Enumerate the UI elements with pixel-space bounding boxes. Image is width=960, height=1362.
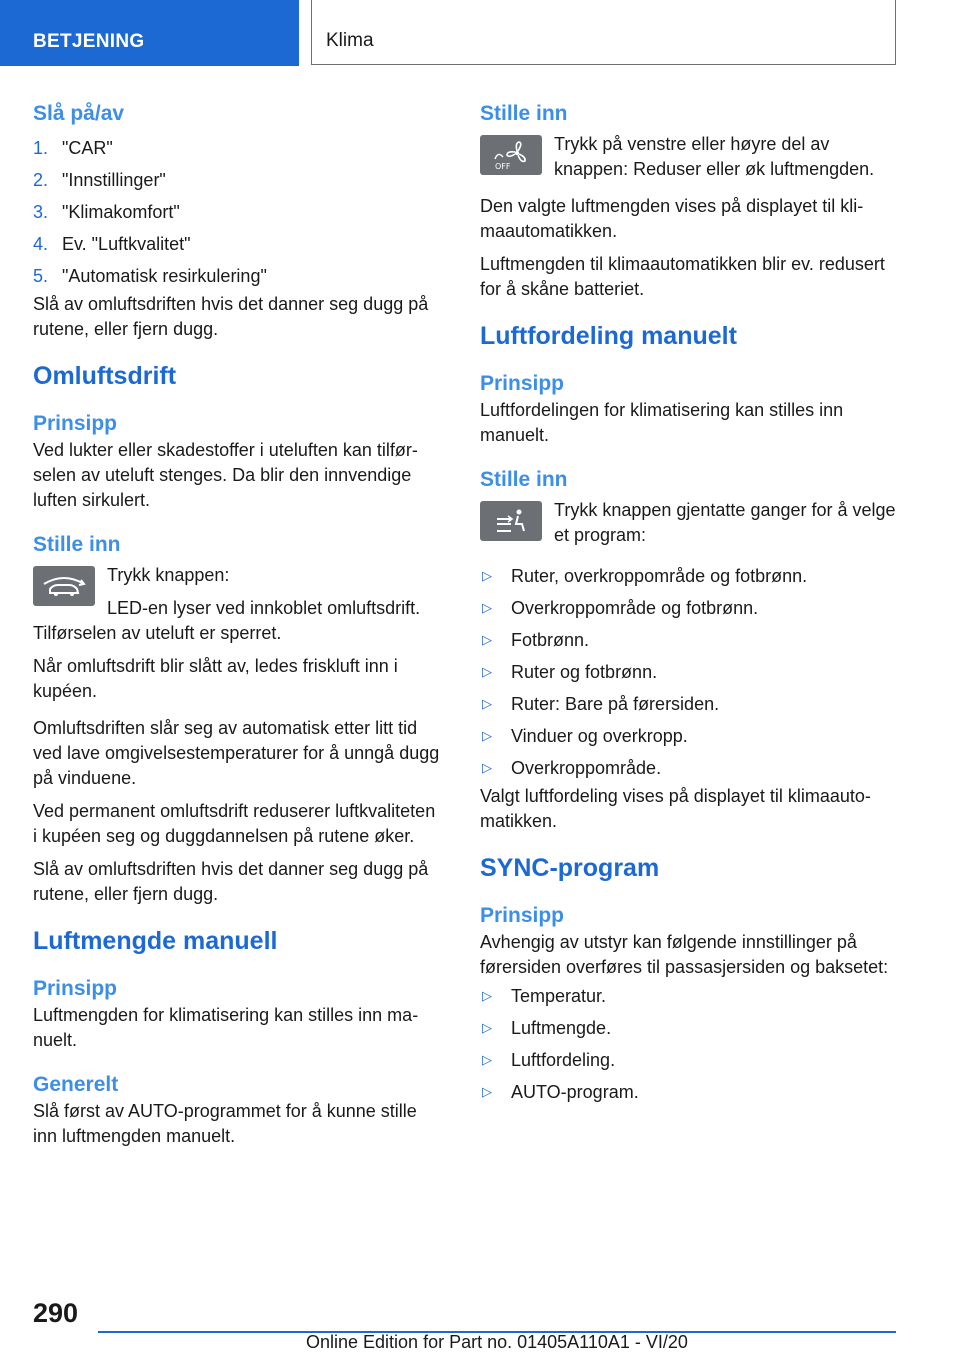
- list-item: ▷ Ruter, overkroppområde og fotbrønn.: [480, 560, 900, 592]
- paragraph: Trykk knappen gjentatte ganger for å velge et program:: [554, 500, 896, 545]
- air-distribution-icon: [480, 501, 542, 541]
- list-item: ▷ AUTO-program.: [480, 1076, 900, 1108]
- triangle-bullet-icon: ▷: [482, 568, 492, 583]
- page-header: [0, 0, 960, 66]
- heading-principle: Prinsipp: [480, 904, 565, 927]
- paragraph: Valgt luftfordeling vises på displayet til klimaautomatikken.: [480, 786, 871, 831]
- paragraph: Den valgte luftmengden vises på displayet til klimaautomatikken.: [480, 196, 864, 241]
- fan-off-icon: [480, 135, 542, 175]
- paragraph: Slå av omluftsdriften hvis det danner seg dugg på rutene, eller fjern dugg.: [33, 294, 429, 339]
- paragraph: Avhengig av utstyr kan følgende innstillinger på førersiden overføres til passasjersiden og baksetet:: [480, 932, 889, 977]
- triangle-bullet-icon: ▷: [482, 1020, 492, 1035]
- edition-note: Online Edition for Part no. 01405A110A1 - VI/20: [306, 1332, 688, 1352]
- heading-principle: Prinsipp: [33, 977, 118, 1000]
- triangle-bullet-icon: ▷: [482, 728, 492, 743]
- list-item: 4. Ev. "Luftkvalitet": [33, 234, 191, 254]
- list-item: ▷ Ruter og fotbrønn.: [480, 656, 900, 688]
- heading-principle: Prinsipp: [33, 412, 118, 435]
- right-column: [480, 100, 900, 1108]
- list-item: ▷ Luftmengde.: [480, 1012, 900, 1044]
- paragraph: Trykk knappen:: [107, 565, 230, 585]
- heading-distribution: Luftfordeling manuelt: [480, 322, 737, 350]
- paragraph: Luftmengden for klimatisering kan stilles inn manuelt.: [33, 1005, 419, 1050]
- page-number: 290: [33, 1298, 79, 1328]
- triangle-bullet-icon: ▷: [482, 632, 492, 647]
- paragraph: Trykk på venstre eller høyre del av knappen: Reduser eller øk luftmengden.: [554, 134, 875, 179]
- heading-principle: Prinsipp: [480, 372, 565, 395]
- list-item: ▷ Overkroppområde og fotbrønn.: [480, 592, 900, 624]
- section-tab: BETJENING: [0, 0, 299, 66]
- heading-adjust: Stille inn: [480, 102, 568, 125]
- left-column: [33, 100, 443, 1149]
- list-item: ▷ Vinduer og overkropp.: [480, 720, 900, 752]
- list-item: 2. "Innstillinger": [33, 170, 166, 190]
- paragraph: Tilførselen av uteluft er sperret.: [33, 623, 282, 643]
- list-item: ▷ Temperatur.: [480, 980, 900, 1012]
- paragraph: Omluftsdriften slår seg av automatisk etter litt tid ved lave omgivelsestemperaturer for å unngå dugg på vinduene.: [33, 718, 440, 788]
- triangle-bullet-icon: ▷: [482, 664, 492, 679]
- svg-text:OFF: OFF: [495, 162, 511, 171]
- heading-adjust: Stille inn: [480, 468, 568, 491]
- chapter-title: Klima: [311, 0, 896, 65]
- list-item: ▷ Luftfordeling.: [480, 1044, 900, 1076]
- heading-general: Generelt: [33, 1073, 119, 1096]
- sync-list: [480, 980, 900, 1108]
- heading-recirculation: Omluftsdrift: [33, 362, 177, 390]
- paragraph: Slå først av AUTO-programmet for å kunne stille inn luftmengden manuelt.: [33, 1101, 417, 1146]
- paragraph: Luftfordelingen for klimatisering kan stilles inn manuelt.: [480, 400, 844, 445]
- button-instruction: [480, 132, 900, 182]
- paragraph: LED-en lyser ved innkoblet omluftsdrift.: [107, 598, 421, 618]
- paragraph: Luftmengden til klimaautomatikken blir ev. redusert for å skåne batteriet.: [480, 254, 885, 299]
- button-instruction: [33, 563, 443, 621]
- paragraph: Ved permanent omluftsdrift reduserer luftkvaliteten i kupéen seg og duggdannelsen på rutene øker.: [33, 801, 436, 846]
- list-item: 1. "CAR": [33, 138, 113, 158]
- list-item: ▷ Overkroppområde.: [480, 752, 900, 784]
- paragraph: Når omluftsdrift blir slått av, ledes friskluft inn i kupéen.: [33, 656, 398, 701]
- paragraph: Ved lukter eller skadestoffer i uteluften kan tilførselen av uteluft stenges. Da blir den innvendige luften sirkulert.: [33, 440, 418, 510]
- program-list: [480, 560, 900, 784]
- list-item: 5. "Automatisk resirkulering": [33, 266, 267, 286]
- heading-airflow: Luftmengde manuell: [33, 927, 278, 955]
- triangle-bullet-icon: ▷: [482, 760, 492, 775]
- triangle-bullet-icon: ▷: [482, 600, 492, 615]
- triangle-bullet-icon: ▷: [482, 1084, 492, 1099]
- steps-list: [33, 132, 443, 292]
- button-instruction: [480, 498, 900, 548]
- heading-adjust: Stille inn: [33, 533, 121, 556]
- heading-sync: SYNC-program: [480, 854, 660, 882]
- recirculation-car-icon: [33, 566, 95, 606]
- list-item: ▷ Fotbrønn.: [480, 624, 900, 656]
- heading-on-off: Slå på/av: [33, 102, 125, 125]
- triangle-bullet-icon: ▷: [482, 696, 492, 711]
- list-item: ▷ Ruter: Bare på førersiden.: [480, 688, 900, 720]
- triangle-bullet-icon: ▷: [482, 988, 492, 1003]
- triangle-bullet-icon: ▷: [482, 1052, 492, 1067]
- list-item: 3. "Klimakomfort": [33, 202, 180, 222]
- paragraph: Slå av omluftsdriften hvis det danner seg dugg på rutene, eller fjern dugg.: [33, 859, 429, 904]
